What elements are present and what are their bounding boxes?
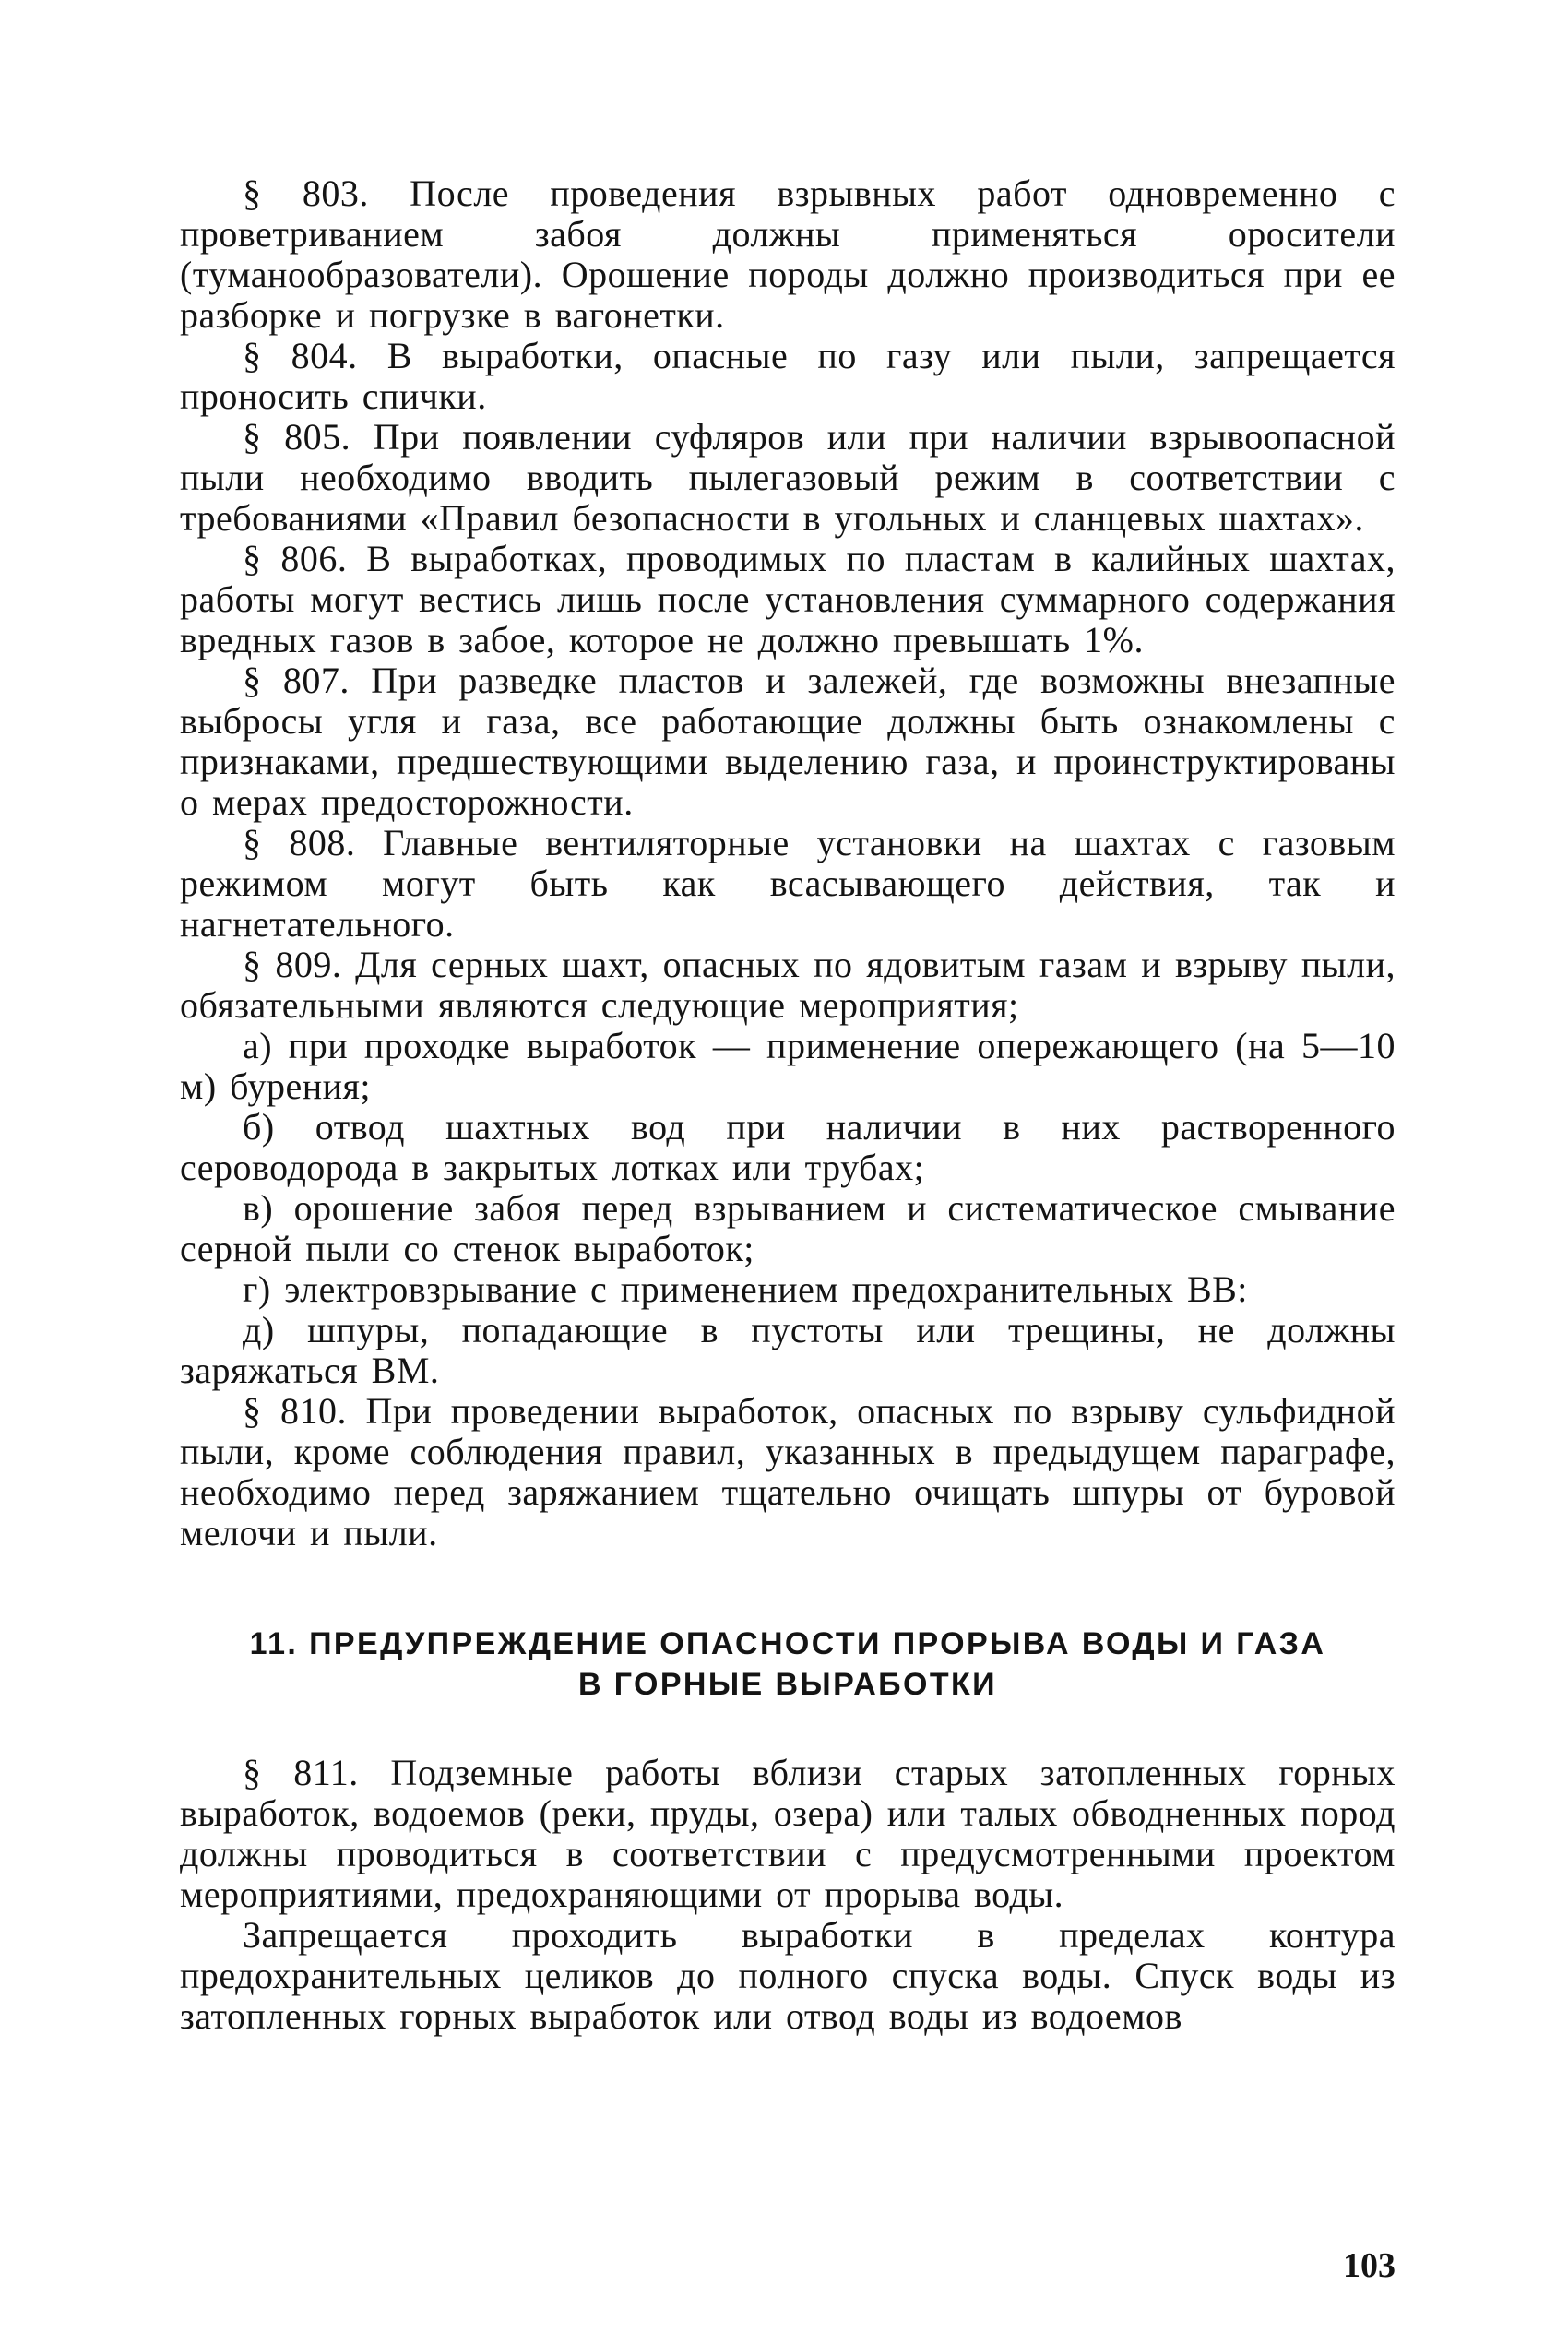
paragraph-806: § 806. В выработках, проводимых по пластам в калийных шахтах, работы могут вестись лишь после установления суммарного содержания вредных газов в забое, которое не должно превышать 1%. xyxy=(180,538,1396,660)
paragraph-805: § 805. При появлении суфляров или при наличии взрывоопасной пыли необходимо вводить пылегазовый режим в соответствии с требованиями «Правил безопасности в угольных и сланцевых шахтах». xyxy=(180,416,1396,539)
page-number: 103 xyxy=(1343,2246,1396,2285)
section-heading-line-1: 11. ПРЕДУПРЕЖДЕНИЕ ОПАСНОСТИ ПРОРЫВА ВОДЫ И ГАЗА xyxy=(249,1626,1326,1661)
list-item-b: б) отвод шахтных вод при наличии в них растворенного сероводорода в закрытых лотках или трубах; xyxy=(180,1106,1396,1188)
list-item-a: а) при проходке выработок — применение опережающего (на 5—10 м) бурения; xyxy=(180,1025,1396,1107)
paragraph-804: § 804. В выработки, опасные по газу или пыли, запрещается проносить спички. xyxy=(180,335,1396,417)
paragraph-809: § 809. Для серных шахт, опасных по ядовитым газам и взрыву пыли, обязательными являются следующие мероприятия; xyxy=(180,944,1396,1026)
paragraph-810: § 810. При проведении выработок, опасных по взрыву сульфидной пыли, кроме соблюдения правил, указанных в предыдущем параграфе, необходимо перед заряжанием тщательно очищать шпуры от буровой мелочи и пыли. xyxy=(180,1390,1396,1553)
paragraph-811: § 811. Подземные работы вблизи старых затопленных горных выработок, водоемов (реки, пруды, озера) или талых обводненных пород должны проводиться в соответствии с предусмотренными проектом мероприятиями, предохраняющими от прорыва воды. xyxy=(180,1752,1396,1915)
paragraph-803: § 803. После проведения взрывных работ одновременно с проветриванием забоя должны применяться оросители (туманообразователи). Орошение породы должно производиться при ее разборке и погрузке в вагонетки. xyxy=(180,173,1396,336)
paragraph-807: § 807. При разведке пластов и залежей, где возможны внезапные выбросы угля и газа, все работающие должны быть ознакомлены с признаками, предшествующими выделению газа, и проинструктированы о мерах предосторожности. xyxy=(180,660,1396,823)
document-page xyxy=(180,173,1396,2286)
list-item-v: в) орошение забоя перед взрыванием и систематическое смывание серной пыли со стенок выработок; xyxy=(180,1187,1396,1269)
list-item-d: д) шпуры, попадающие в пустоты или трещины, не должны заряжаться ВМ. xyxy=(180,1309,1396,1391)
section-heading-line-2: В ГОРНЫЕ ВЫРАБОТКИ xyxy=(577,1667,998,1702)
list-item-g: г) электровзрывание с применением предохранительных ВВ: xyxy=(243,1268,1248,1310)
paragraph-808: § 808. Главные вентиляторные установки на шахтах с газовым режимом могут быть как всасывающего действия, так и нагнетательного. xyxy=(180,822,1396,945)
paragraph-prohibition: Запрещается проходить выработки в пределах контура предохранительных целиков до полного спуска воды. Спуск воды из затопленных горных выработок или отвод воды из водоемов xyxy=(180,1914,1396,2037)
section-heading xyxy=(180,1624,1396,1705)
